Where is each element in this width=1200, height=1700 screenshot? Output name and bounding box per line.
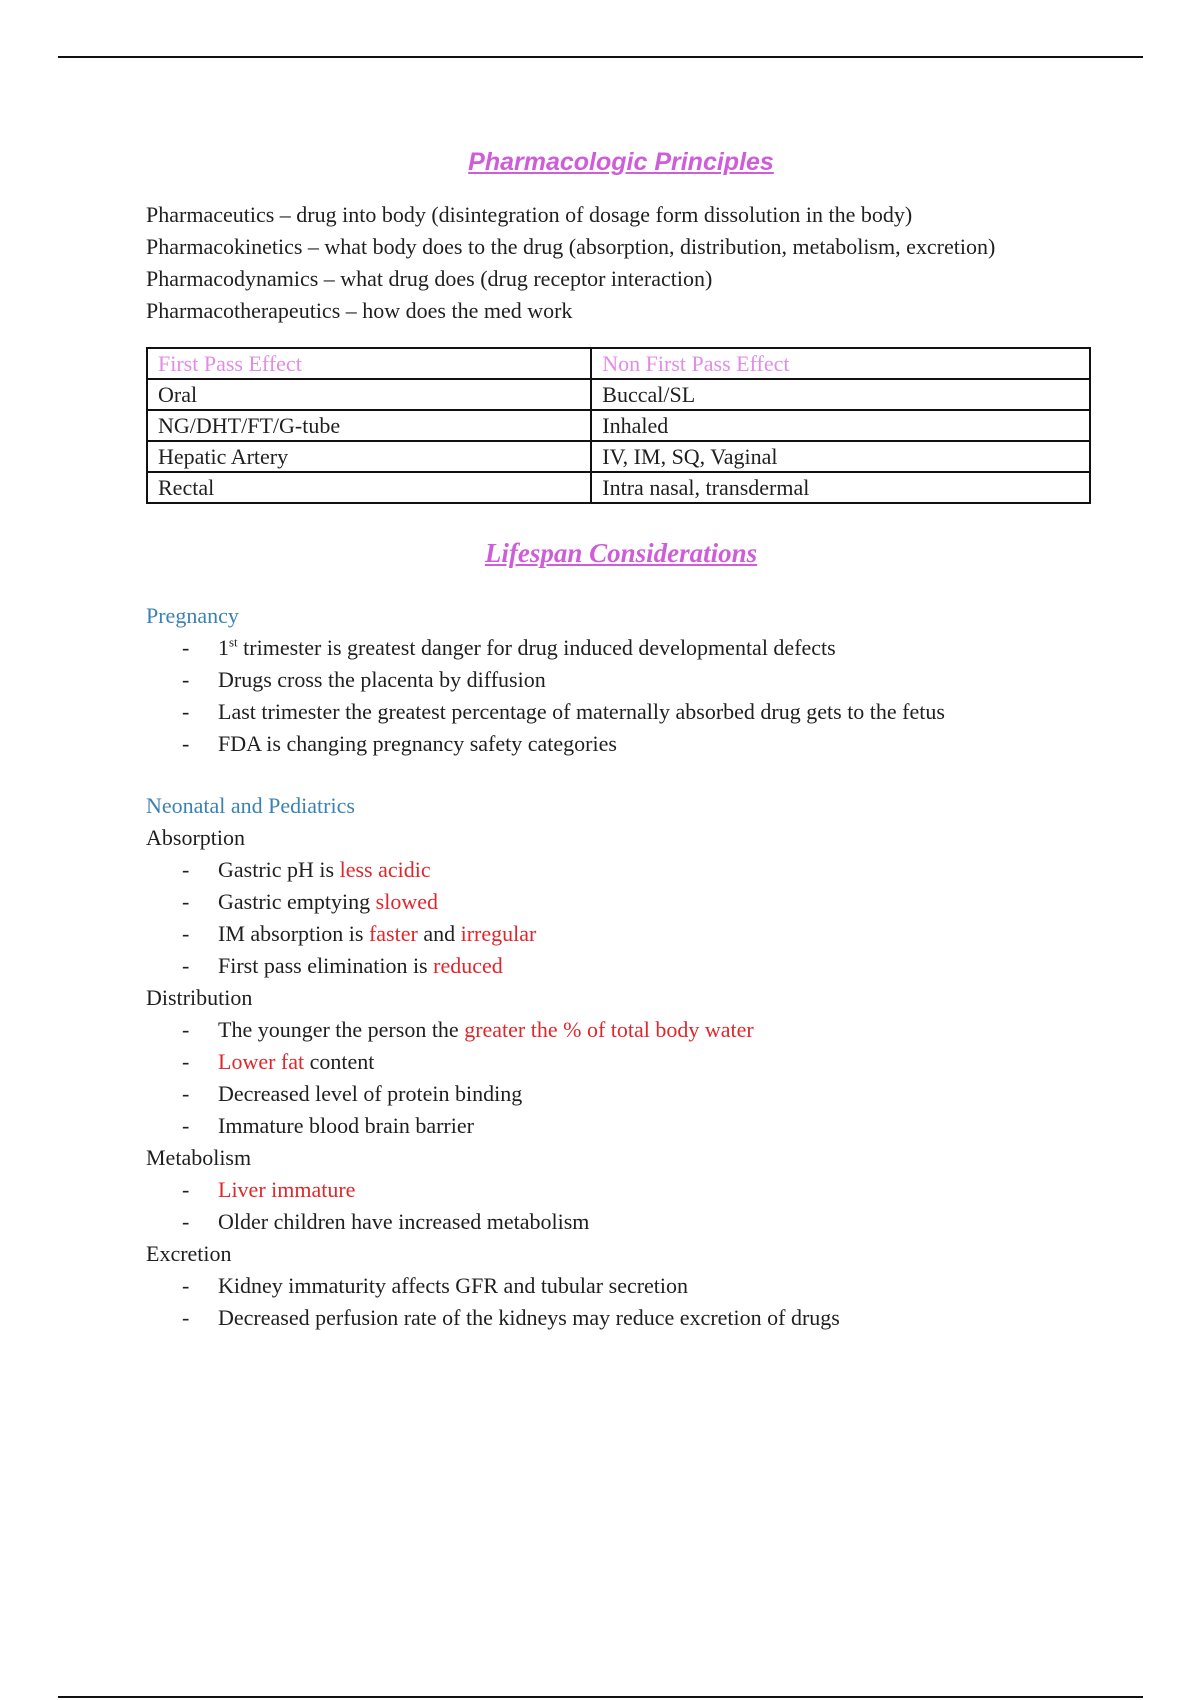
definition-line: Pharmacodynamics – what drug does (drug receptor interaction) xyxy=(146,266,713,291)
list-item: - Liver immature xyxy=(146,1174,1096,1206)
table-header-cell: First Pass Effect xyxy=(147,348,591,379)
neonatal-heading: Neonatal and Pediatrics xyxy=(146,793,355,818)
table-row xyxy=(147,410,1090,441)
list-item: - FDA is changing pregnancy safety categories xyxy=(146,728,1096,760)
table-cell: Buccal/SL xyxy=(591,379,1090,410)
table-cell: Hepatic Artery xyxy=(147,441,591,472)
pregnancy-list xyxy=(146,632,1096,760)
metabolism-heading: Metabolism xyxy=(146,1145,252,1170)
list-item: - Decreased level of protein binding xyxy=(146,1078,1096,1110)
list-item: - Gastric emptying slowed xyxy=(146,886,1096,918)
table-cell: NG/DHT/FT/G-tube xyxy=(147,410,591,441)
list-item: - Older children have increased metabolism xyxy=(146,1206,1096,1238)
list-item: - Gastric pH is less acidic xyxy=(146,854,1096,886)
list-item: - First pass elimination is reduced xyxy=(146,950,1096,982)
list-item: - Kidney immaturity affects GFR and tubular secretion xyxy=(146,1270,1096,1302)
definition-line: Pharmacotherapeutics – how does the med work xyxy=(146,298,573,323)
list-item: - Last trimester the greatest percentage of maternally absorbed drug gets to the fetus xyxy=(146,696,1096,728)
table-cell: Rectal xyxy=(147,472,591,503)
top-rule xyxy=(58,56,1143,58)
table-header-row xyxy=(147,348,1090,379)
lifespan-title: Lifespan Considerations xyxy=(484,538,758,568)
list-item: - Drugs cross the placenta by diffusion xyxy=(146,664,1096,696)
distribution-list xyxy=(146,1014,1096,1142)
table-row xyxy=(147,379,1090,410)
excretion-list xyxy=(146,1270,1096,1334)
page-title: Pharmacologic Principles xyxy=(468,148,774,176)
list-item: - Immature blood brain barrier xyxy=(146,1110,1096,1142)
definition-line: Pharmacokinetics – what body does to the drug (absorption, distribution, metabolism, excretion) xyxy=(146,234,996,259)
definition-line: Pharmaceutics – drug into body (disintegration of dosage form dissolution in the body) xyxy=(146,202,913,227)
table-cell: Oral xyxy=(147,379,591,410)
list-item: - Decreased perfusion rate of the kidneys may reduce excretion of drugs xyxy=(146,1302,1096,1334)
list-item: - IM absorption is faster and irregular xyxy=(146,918,1096,950)
absorption-list xyxy=(146,854,1096,982)
metabolism-list xyxy=(146,1174,1096,1238)
list-item: - 1st trimester is greatest danger for drug induced developmental defects xyxy=(146,632,1096,664)
document-content xyxy=(146,145,1096,1334)
excretion-heading: Excretion xyxy=(146,1241,232,1266)
distribution-heading: Distribution xyxy=(146,985,253,1010)
pregnancy-heading: Pregnancy xyxy=(146,603,239,628)
table-row xyxy=(147,472,1090,503)
bottom-rule xyxy=(58,1696,1143,1698)
list-item: - The younger the person the greater the % of total body water xyxy=(146,1014,1096,1046)
table-cell: IV, IM, SQ, Vaginal xyxy=(591,441,1090,472)
table-header-cell: Non First Pass Effect xyxy=(591,348,1090,379)
intro-definitions xyxy=(146,199,1096,327)
list-item: - Lower fat content xyxy=(146,1046,1096,1078)
table-cell: Intra nasal, transdermal xyxy=(591,472,1090,503)
table-row xyxy=(147,441,1090,472)
table-cell: Inhaled xyxy=(591,410,1090,441)
first-pass-table xyxy=(146,347,1091,504)
absorption-heading: Absorption xyxy=(146,825,245,850)
